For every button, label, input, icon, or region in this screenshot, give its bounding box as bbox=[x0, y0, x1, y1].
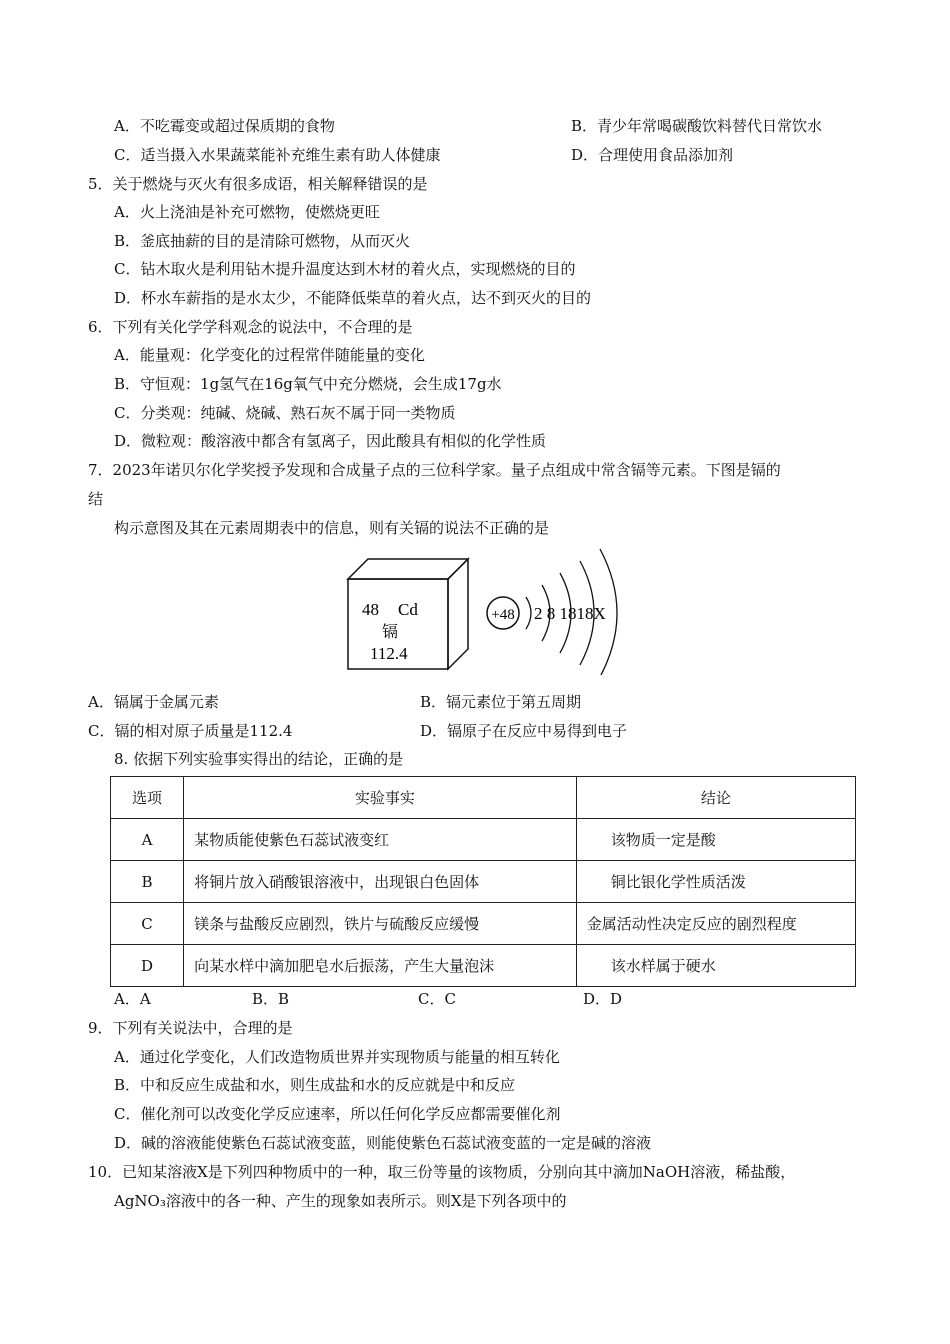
q8-option-a: A．A bbox=[114, 990, 151, 1008]
q10-stem-line2 bbox=[114, 1191, 567, 1211]
q4-option-a: A．不吃霉变或超过保质期的食物 bbox=[114, 117, 335, 135]
row-fact: 向某水样中滴加肥皂水后振荡，产生大量泡沫 bbox=[184, 945, 577, 987]
row-conclusion: 铜比银化学性质活泼 bbox=[576, 861, 855, 903]
table-header-row bbox=[111, 777, 856, 819]
q7-stem-line1: 7．2023年诺贝尔化学奖授予发现和合成量子点的三位科学家。量子点组成中常含镉等元素。下图是镉的 bbox=[88, 461, 781, 479]
q6-option-b: B．守恒观：1g氢气在16g氧气中充分燃烧，会生成17g水 bbox=[114, 375, 502, 393]
q9-option-c: C．催化剂可以改变化学反应速率，所以任何化学反应都需要催化剂 bbox=[114, 1105, 561, 1123]
row-label: A bbox=[111, 819, 184, 861]
row-fact: 将铜片放入硝酸银溶液中，出现银白色固体 bbox=[184, 861, 577, 903]
q7-option-b: B．镉元素位于第五周期 bbox=[420, 693, 582, 711]
q8-option-d: D．D bbox=[583, 990, 623, 1008]
q5-option-c: C．钻木取火是利用钻木提升温度达到木材的着火点，实现燃烧的目的 bbox=[114, 260, 576, 278]
q8-stem: 8. 依据下列实验事实得出的结论，正确的是 bbox=[114, 750, 404, 768]
nucleus-charge: +48 bbox=[491, 607, 515, 623]
row-label: B bbox=[111, 861, 184, 903]
row-conclusion: 该物质一定是酸 bbox=[576, 819, 855, 861]
q4-option-b: B．青少年常喝碳酸饮料替代日常饮水 bbox=[571, 117, 823, 135]
table-row bbox=[111, 819, 856, 861]
q7-option-d: D．镉原子在反应中易得到电子 bbox=[420, 722, 628, 740]
table-row bbox=[111, 903, 856, 945]
q5-option-b: B．釜底抽薪的目的是清除可燃物，从而灭火 bbox=[114, 232, 411, 250]
q6-option-c: C．分类观：纯碱、烧碱、熟石灰不属于同一类物质 bbox=[114, 404, 456, 422]
row-conclusion: 该水样属于硬水 bbox=[576, 945, 855, 987]
q7-option-c: C．镉的相对原子质量是112.4 bbox=[88, 722, 293, 740]
q9-stem: 9．下列有关说法中，合理的是 bbox=[88, 1019, 293, 1037]
cell-symbol: Cd bbox=[398, 600, 418, 619]
q8-option-b: B．B bbox=[252, 990, 290, 1008]
q10-stem-line1: 10．已知某溶液X是下列四种物质中的一种，取三份等量的该物质，分别向其中滴加NaOH溶液，稀盐酸， bbox=[88, 1163, 796, 1181]
q10-stem-line2-text: 溶液中的各一种、产生的现象如表所示。则X是下列各项中的 bbox=[165, 1192, 567, 1210]
row-fact: 某物质能使紫色石蕊试液变红 bbox=[184, 819, 577, 861]
header-conclusion: 结论 bbox=[576, 777, 855, 819]
q6-stem: 6．下列有关化学学科观念的说法中，不合理的是 bbox=[88, 318, 413, 336]
agno3-formula: AgNO₃ bbox=[114, 1192, 166, 1210]
q5-stem: 5．关于燃烧与灭火有很多成语，相关解释错误的是 bbox=[88, 175, 428, 193]
q9-option-b: B．中和反应生成盐和水，则生成盐和水的反应就是中和反应 bbox=[114, 1076, 516, 1094]
q8-table bbox=[110, 776, 856, 987]
table-row bbox=[111, 861, 856, 903]
q7-option-a: A．镉属于金属元素 bbox=[88, 693, 219, 711]
q5-option-a: A．火上浇油是补充可燃物，使燃烧更旺 bbox=[114, 203, 380, 221]
cell-atomic-number: 48 bbox=[362, 600, 379, 619]
q7-stem-line1-wrap: 结 bbox=[88, 490, 104, 508]
row-label: C bbox=[111, 903, 184, 945]
q8-option-c: C．C bbox=[418, 990, 456, 1008]
cell-element-name: 镉 bbox=[382, 622, 399, 641]
cadmium-figure bbox=[340, 545, 660, 675]
row-label: D bbox=[111, 945, 184, 987]
q6-option-d: D．微粒观：酸溶液中都含有氢离子，因此酸具有相似的化学性质 bbox=[114, 432, 547, 450]
q5-option-d: D．杯水车薪指的是水太少，不能降低柴草的着火点，达不到灭火的目的 bbox=[114, 289, 592, 307]
row-conclusion: 金属活动性决定反应的剧烈程度 bbox=[576, 903, 855, 945]
header-fact: 实验事实 bbox=[184, 777, 577, 819]
row-fact: 镁条与盐酸反应剧烈，铁片与硫酸反应缓慢 bbox=[184, 903, 577, 945]
q4-option-c: C．适当摄入水果蔬菜能补充维生素有助人体健康 bbox=[114, 146, 441, 164]
q9-option-a: A．通过化学变化，人们改造物质世界并实现物质与能量的相互转化 bbox=[114, 1048, 560, 1066]
q9-option-d: D．碱的溶液能使紫色石蕊试液变蓝，则能使紫色石蕊试液变蓝的一定是碱的溶液 bbox=[114, 1134, 652, 1152]
header-option: 选项 bbox=[111, 777, 184, 819]
electron-configuration: 2 8 1818X bbox=[534, 604, 606, 623]
q7-stem-line2: 构示意图及其在元素周期表中的信息，则有关镉的说法不正确的是 bbox=[114, 519, 550, 537]
cell-atomic-mass: 112.4 bbox=[370, 644, 408, 663]
q4-option-d: D．合理使用食品添加剂 bbox=[571, 146, 734, 164]
table-row bbox=[111, 945, 856, 987]
q6-option-a: A．能量观：化学变化的过程常伴随能量的变化 bbox=[114, 346, 425, 364]
